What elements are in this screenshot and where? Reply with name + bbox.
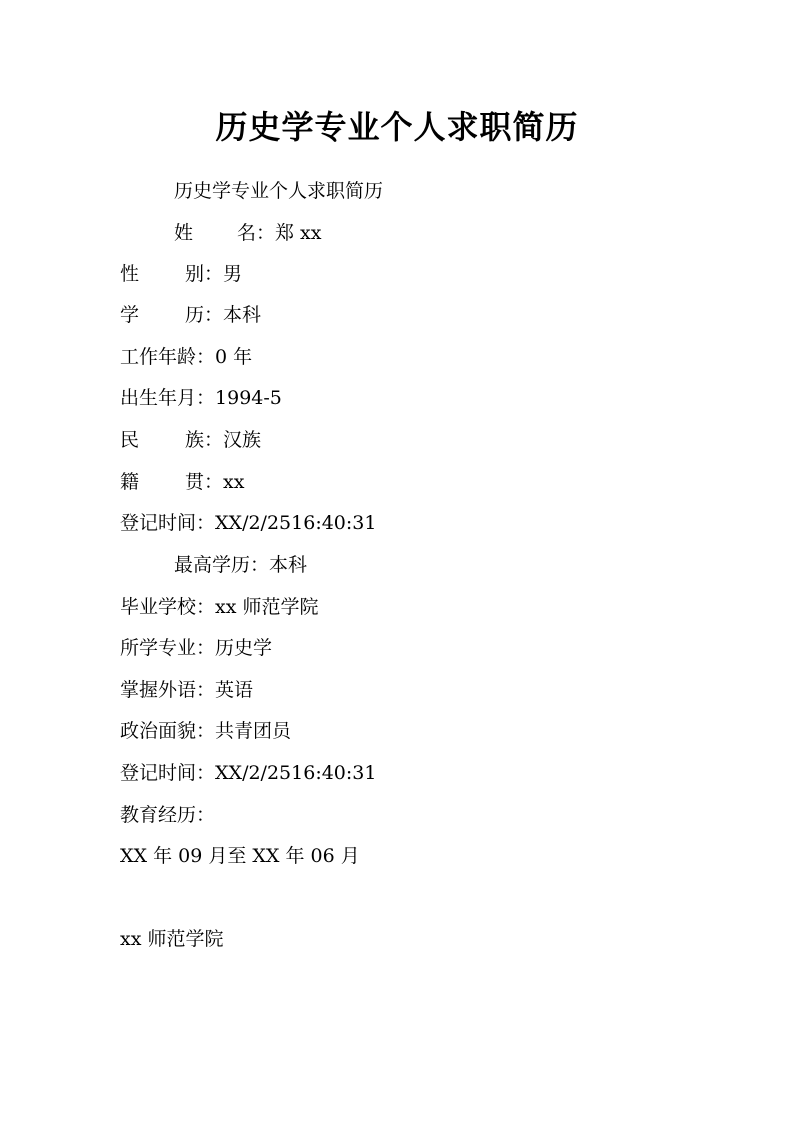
field-value: xx 师范学院: [215, 596, 319, 618]
field-value: 本科: [269, 554, 308, 576]
field-label: 别：: [185, 263, 224, 285]
education-school: xx 师范学院: [120, 928, 224, 950]
field-label: 性: [120, 263, 140, 285]
field-value: 郑 xx: [275, 222, 322, 244]
field-label: 毕业学校：: [120, 596, 216, 618]
field-political: [120, 718, 291, 744]
field-value: 英语: [215, 679, 254, 701]
education-heading: 教育经历：: [120, 804, 216, 826]
field-label: 姓: [174, 222, 194, 244]
field-ethnicity: [120, 427, 261, 453]
field-register-time: [120, 510, 376, 536]
field-education: [120, 302, 261, 328]
field-native-place: [120, 469, 244, 495]
field-highest-degree: [174, 552, 307, 578]
field-gender: [120, 261, 242, 287]
field-value: XX/2/2516:40:31: [215, 762, 377, 784]
field-label: 最高学历：: [174, 554, 270, 576]
field-value: 男: [223, 263, 243, 285]
field-value: 本科: [223, 304, 262, 326]
document-title: 历史学专业个人求职简历: [215, 108, 579, 146]
field-value: 汉族: [223, 429, 262, 451]
field-major: [120, 635, 272, 661]
field-label: 所学专业：: [120, 637, 216, 659]
field-value: 0 年: [215, 346, 253, 368]
field-label: 名：: [237, 222, 276, 244]
field-label: 籍: [120, 471, 140, 493]
field-label: 历：: [185, 304, 224, 326]
field-label: 民: [120, 429, 140, 451]
education-period: XX 年 09 月至 XX 年 06 月: [120, 845, 360, 867]
field-birth: [120, 385, 282, 411]
field-label: 学: [120, 304, 140, 326]
field-label: 登记时间：: [120, 512, 216, 534]
field-value: XX/2/2516:40:31: [215, 512, 377, 534]
field-label: 出生年月：: [120, 387, 216, 409]
field-label: 工作年龄：: [120, 346, 216, 368]
field-register-time-2: [120, 760, 376, 786]
field-label: 登记时间：: [120, 762, 216, 784]
field-value: xx: [223, 471, 245, 493]
field-value: 1994-5: [215, 387, 282, 409]
document-subtitle: 历史学专业个人求职简历: [174, 180, 384, 202]
field-label: 贯：: [185, 471, 224, 493]
field-value: 历史学: [215, 637, 273, 659]
field-label: 族：: [185, 429, 224, 451]
field-label: 政治面貌：: [120, 720, 216, 742]
field-school: [120, 594, 319, 620]
field-language: [120, 677, 253, 703]
field-name: [174, 220, 322, 246]
field-value: 共青团员: [215, 720, 292, 742]
field-label: 掌握外语：: [120, 679, 216, 701]
field-work-years: [120, 344, 252, 370]
